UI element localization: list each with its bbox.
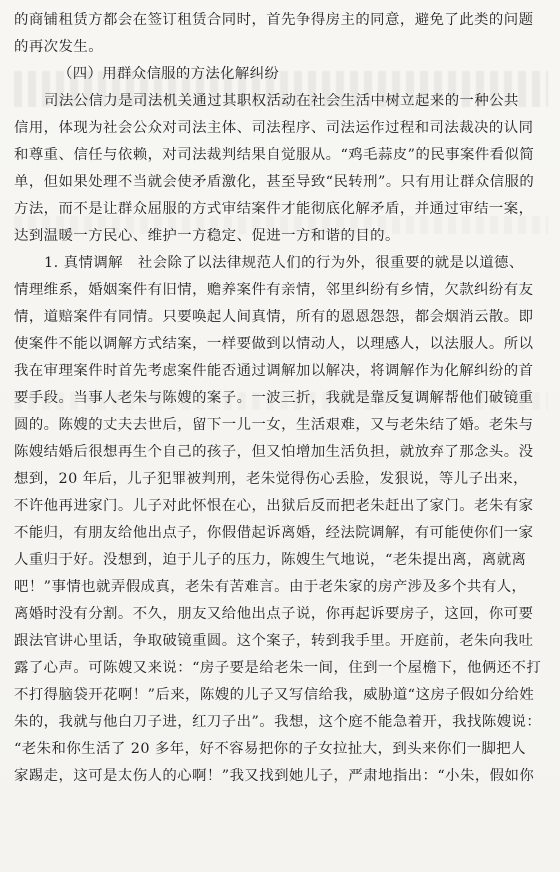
text-line: 方法，而不是让群众屈服的方式审结案件才能彻底化解矛盾，并通过审结一案， (14, 201, 534, 217)
text-line: 的再次发生。 (14, 39, 104, 55)
text-line: 使案件不能以调解方式结案，一样要做到以情动人，以理感人，以法服人。所以 (14, 336, 534, 352)
text-line: 达到温暖一方民心、维护一方稳定、促进一方和谐的目的。 (14, 228, 400, 244)
text-line: 的商铺租赁方都会在签订租赁合同时，首先争得房主的同意，避免了此类的问题 (14, 12, 534, 28)
text-line: 不能归，有朋友给他出点子，你假借起诉离婚，经法院调解，有可能使你们一家 (14, 525, 534, 541)
text-line: 圆的。陈嫂的丈夫去世后，留下一儿一女，生活艰难，又与老朱结了婚。老朱与 (14, 417, 534, 433)
text-line: 单，但如果处理不当就会使矛盾激化，甚至导致“民转刑”。只有用让群众信服的 (14, 174, 535, 190)
text-line: 跟法官讲心里话，争取破镜重圆。这个案子，转到我手里。开庭前，老朱向我吐 (14, 633, 534, 649)
text-line: 情理维系，婚姻案件有旧情，赡养案件有亲情，邻里纠纷有乡情，欠款纠纷有友 (14, 282, 534, 298)
document-body (14, 7, 552, 844)
text-line: 想到，20 年后，儿子犯罪被判刑，老朱觉得伤心丢脸，发狠说，等儿子出来， (14, 471, 528, 487)
text-line: 要手段。当事人老朱与陈嫂的案子。一波三折，我就是靠反复调解帮他们破镜重 (14, 390, 534, 406)
subsection-heading-line: 1. 真情调解 社会除了以法律规范人们的行为外，很重要的就是以道德、 (44, 255, 524, 271)
text-line: 朱的，我就与他白刀子进，红刀子出”。我想，这个庭不能急着开，我找陈嫂说： (14, 714, 542, 730)
text-line: 我在审理案件时首先考虑案件能否通过调解加以解决，将调解作为化解纠纷的首 (14, 363, 534, 379)
text-line: 陈嫂结婚后很想再生个自己的孩子，但又怕增加生活负担，就放弃了那念头。没 (14, 444, 534, 460)
text-line: 露了心声。可陈嫂又来说：“房子要是给老朱一间，住到一个屋檐下，他俩还不打 (14, 660, 542, 676)
text-line: 信用，体现为社会公众对司法主体、司法程序、司法运作过程和司法裁决的认同 (14, 120, 534, 136)
text-line: 离婚时没有分割。不久，朋友又给他出点子说，你再起诉要房子，这回，你可要 (14, 606, 534, 622)
paragraph-start: 司法公信力是司法机关通过其职权活动在社会生活中树立起来的一种公共 (44, 93, 519, 109)
text-line: 吧！”事情也就弄假成真，老朱有苦难言。由于老朱家的房产涉及多个共有人， (14, 579, 527, 595)
text-line: 和尊重、信任与依赖，对司法裁判结果自觉服从。“鸡毛蒜皮”的民事案件看似简 (14, 147, 535, 163)
text-line: 不许他再进家门。儿子对此怀恨在心，出狱后反而把老朱赶出了家门。老朱有家 (14, 498, 534, 514)
text-line: 不打得脑袋开花啊！”后来，陈嫂的儿子又写信给我，威胁道“这房子假如分给姓 (14, 687, 535, 703)
text-line (14, 790, 552, 817)
text-line: 人重归于好。没想到，迫于儿子的压力，陈嫂生气地说，“老朱提出离，离就离 (14, 552, 527, 568)
text-line (14, 817, 552, 844)
text-line: “老朱和你生活了 20 多年，好不容易把你的子女拉扯大，到头来你们一脚把人 (14, 741, 526, 757)
text-line: 家踢走，这可是太伤人的心啊！”我又找到她儿子，严肃地指出：“小朱，假如你 (14, 768, 535, 784)
text-line: 情，道赔案件有同情。只要唤起人间真情，所有的恩恩怨怨，都会烟消云散。即 (14, 309, 534, 325)
section-heading: （四）用群众信服的方法化解纠纷 (58, 66, 280, 82)
